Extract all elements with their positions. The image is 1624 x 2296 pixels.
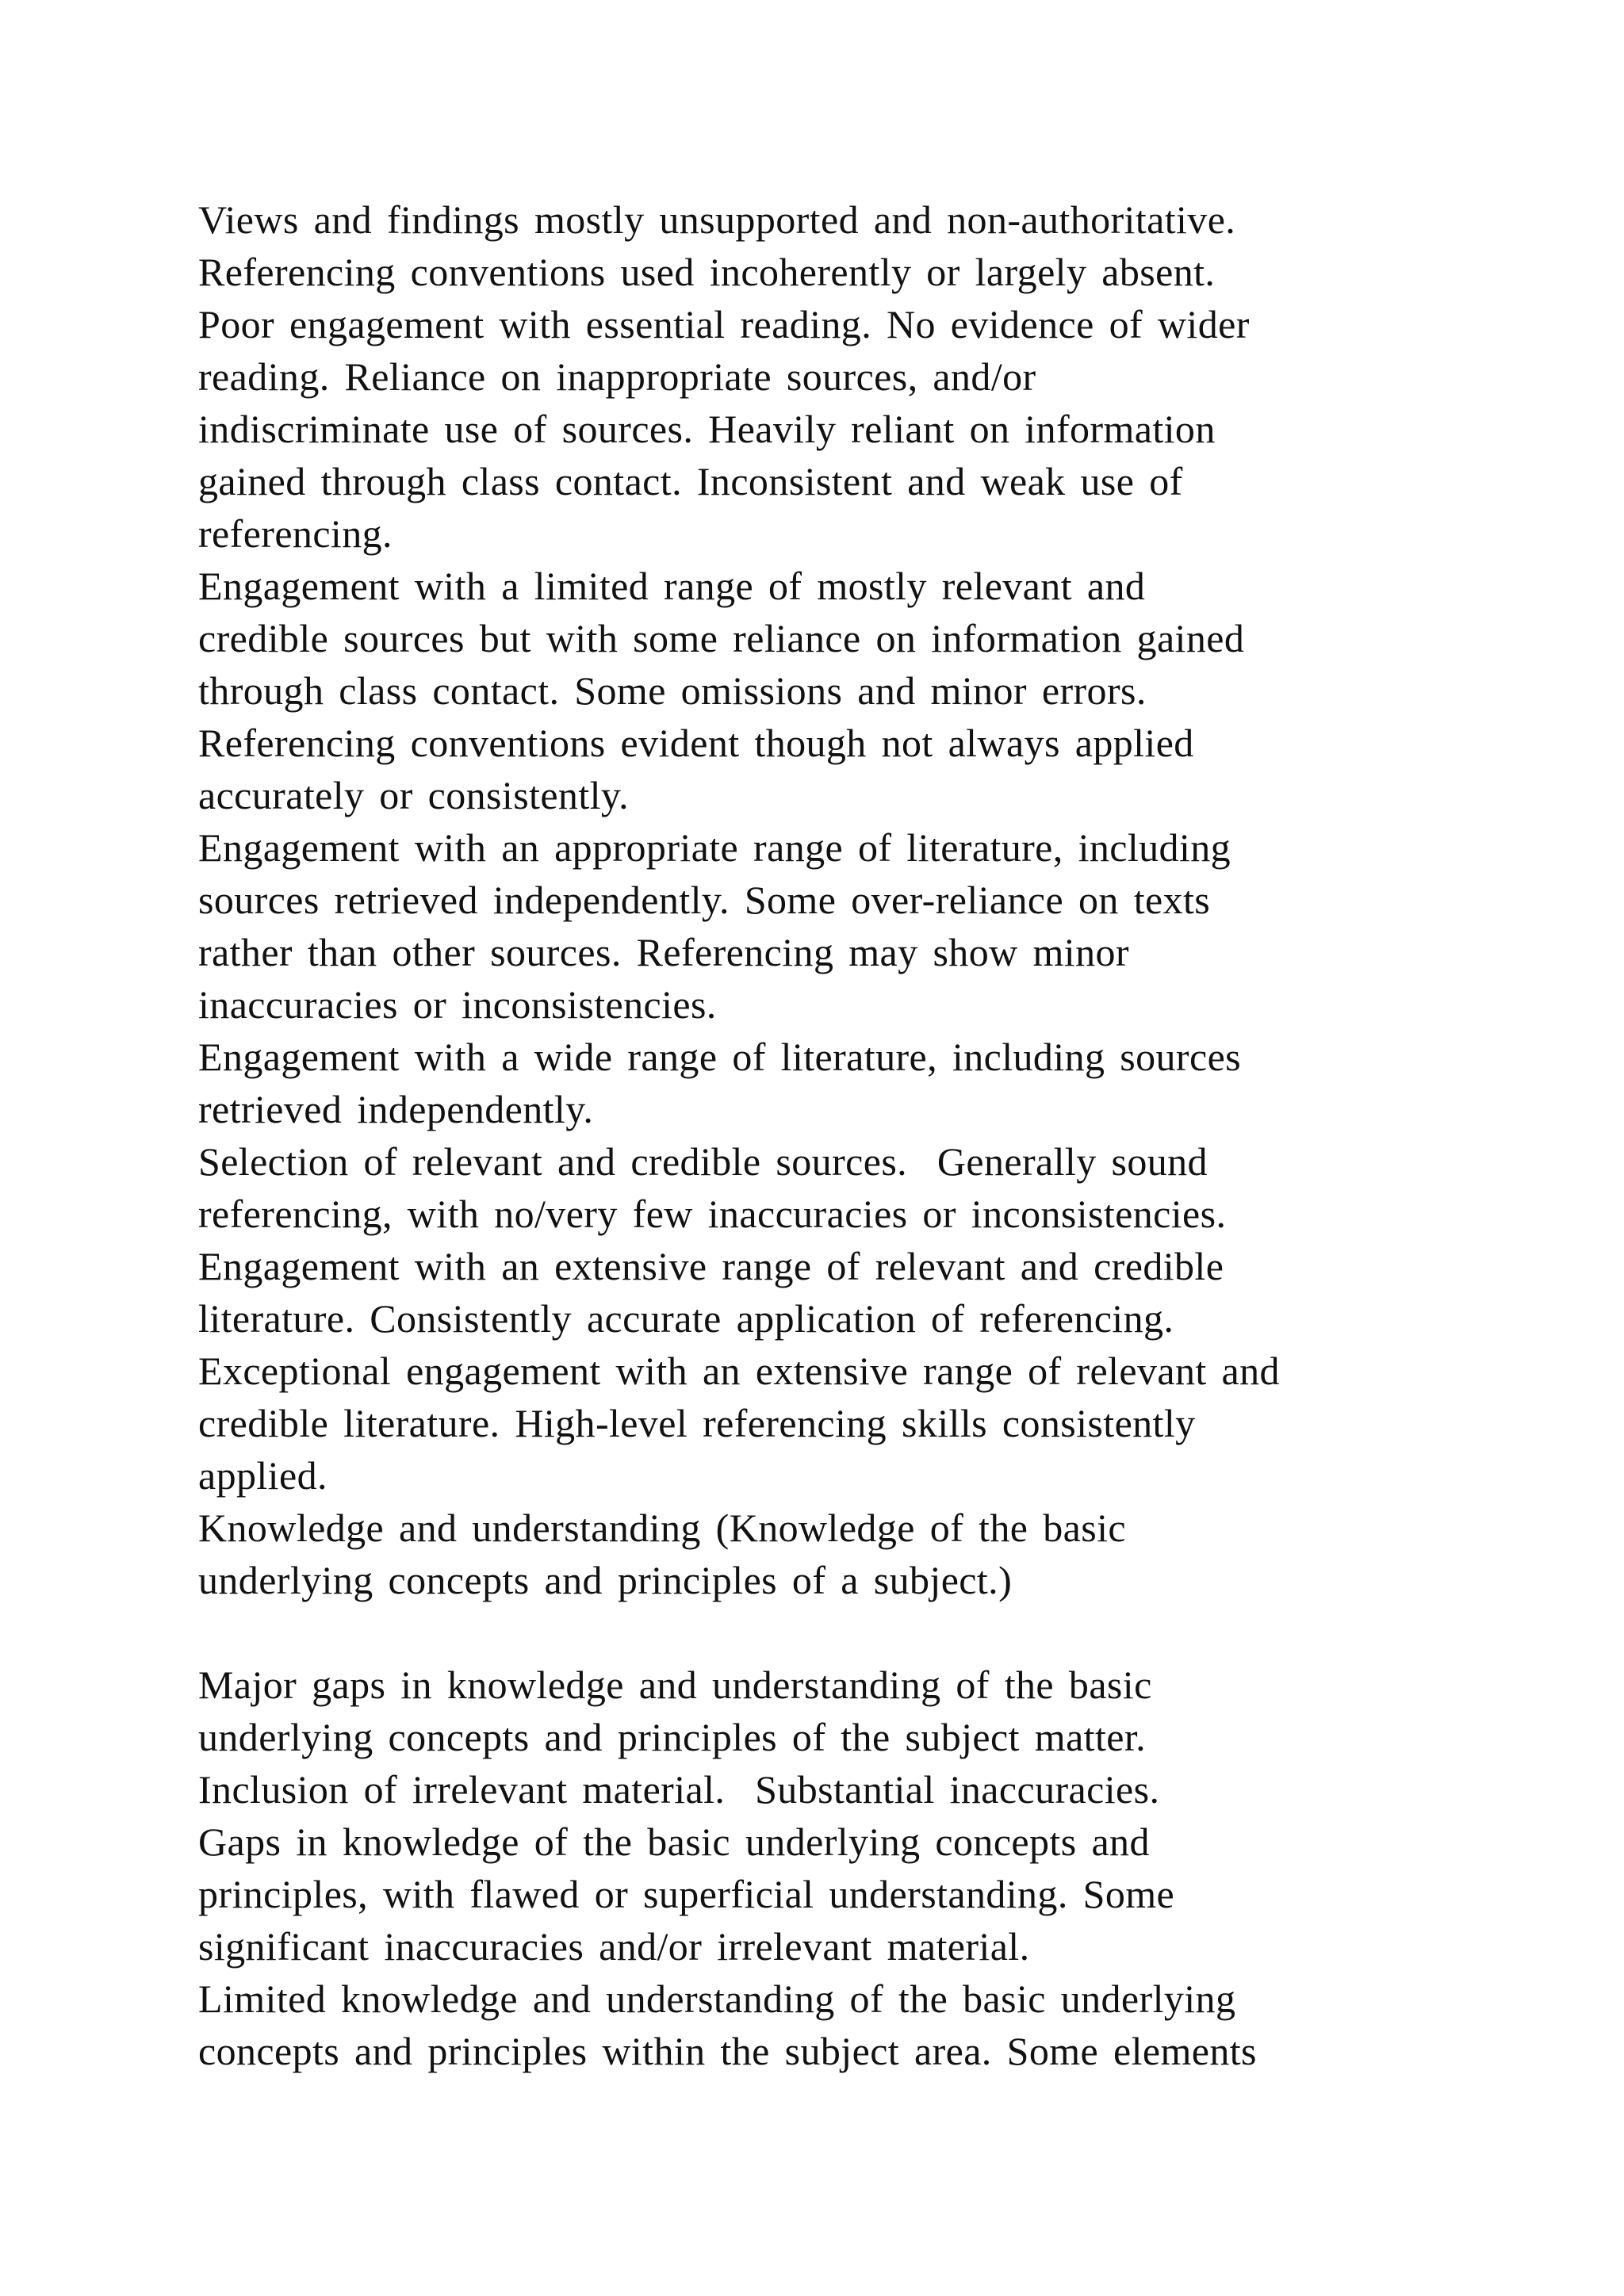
text-line: Views and findings mostly unsupported and non-authoritative. xyxy=(198,197,1236,242)
text-line: referencing, with no/very few inaccuracies or inconsistencies. xyxy=(198,1192,1227,1236)
text-line: retrieved independently. xyxy=(198,1087,594,1131)
text-line: Selection of relevant and credible sources. Generally sound xyxy=(198,1139,1208,1184)
text-line: Poor engagement with essential reading. No evidence of wider xyxy=(198,302,1250,346)
text-line: accurately or consistently. xyxy=(198,773,629,817)
text-line: underlying concepts and principles of the subject matter. xyxy=(198,1715,1147,1759)
text-line: Referencing conventions evident though not always applied xyxy=(198,721,1194,765)
text-line: Engagement with a limited range of mostly relevant and xyxy=(198,564,1146,608)
text-line: reading. Reliance on inappropriate sources, and/or xyxy=(198,354,1036,399)
text-line: credible literature. High-level referencing skills consistently xyxy=(198,1401,1196,1445)
text-line: gained through class contact. Inconsistent and weak use of xyxy=(198,459,1183,503)
text-line: Major gaps in knowledge and understanding of the basic xyxy=(198,1663,1152,1707)
text-line: literature. Consistently accurate application of referencing. xyxy=(198,1296,1174,1341)
text-line: Inclusion of irrelevant material. Substantial inaccuracies. xyxy=(198,1767,1160,1812)
text-line: Limited knowledge and understanding of the basic underlying xyxy=(198,1976,1236,2021)
text-line: Engagement with an appropriate range of literature, including xyxy=(198,825,1231,870)
text-line: sources retrieved independently. Some over-reliance on texts xyxy=(198,878,1211,922)
blank-line xyxy=(198,1606,1499,1659)
text-line: concepts and principles within the subject area. Some elements xyxy=(198,2029,1257,2073)
text-line: Referencing conventions used incoherently or largely absent. xyxy=(198,250,1216,294)
text-line: referencing. xyxy=(198,511,393,556)
text-line: indiscriminate use of sources. Heavily reliant on information xyxy=(198,407,1216,451)
text-line: Gaps in knowledge of the basic underlying concepts and xyxy=(198,1820,1150,1864)
text-line: Knowledge and understanding (Knowledge of the basic xyxy=(198,1506,1126,1550)
text-line: principles, with flawed or superficial understanding. Some xyxy=(198,1872,1175,1916)
text-line: significant inaccuracies and/or irrelevant material. xyxy=(198,1924,1030,1969)
text-line: Engagement with an extensive range of relevant and credible xyxy=(198,1244,1224,1288)
text-line: Exceptional engagement with an extensive range of relevant and xyxy=(198,1349,1280,1393)
text-line: rather than other sources. Referencing may show minor xyxy=(198,930,1129,974)
text-line: underlying concepts and principles of a subject.) xyxy=(198,1558,1013,1602)
body-text xyxy=(198,193,1499,2077)
text-line: through class contact. Some omissions and minor errors. xyxy=(198,668,1147,713)
text-line: applied. xyxy=(198,1453,327,1498)
text-line: Engagement with a wide range of literature, including sources xyxy=(198,1035,1242,1079)
text-line: credible sources but with some reliance on information gained xyxy=(198,616,1245,660)
text-line: inaccuracies or inconsistencies. xyxy=(198,982,717,1027)
